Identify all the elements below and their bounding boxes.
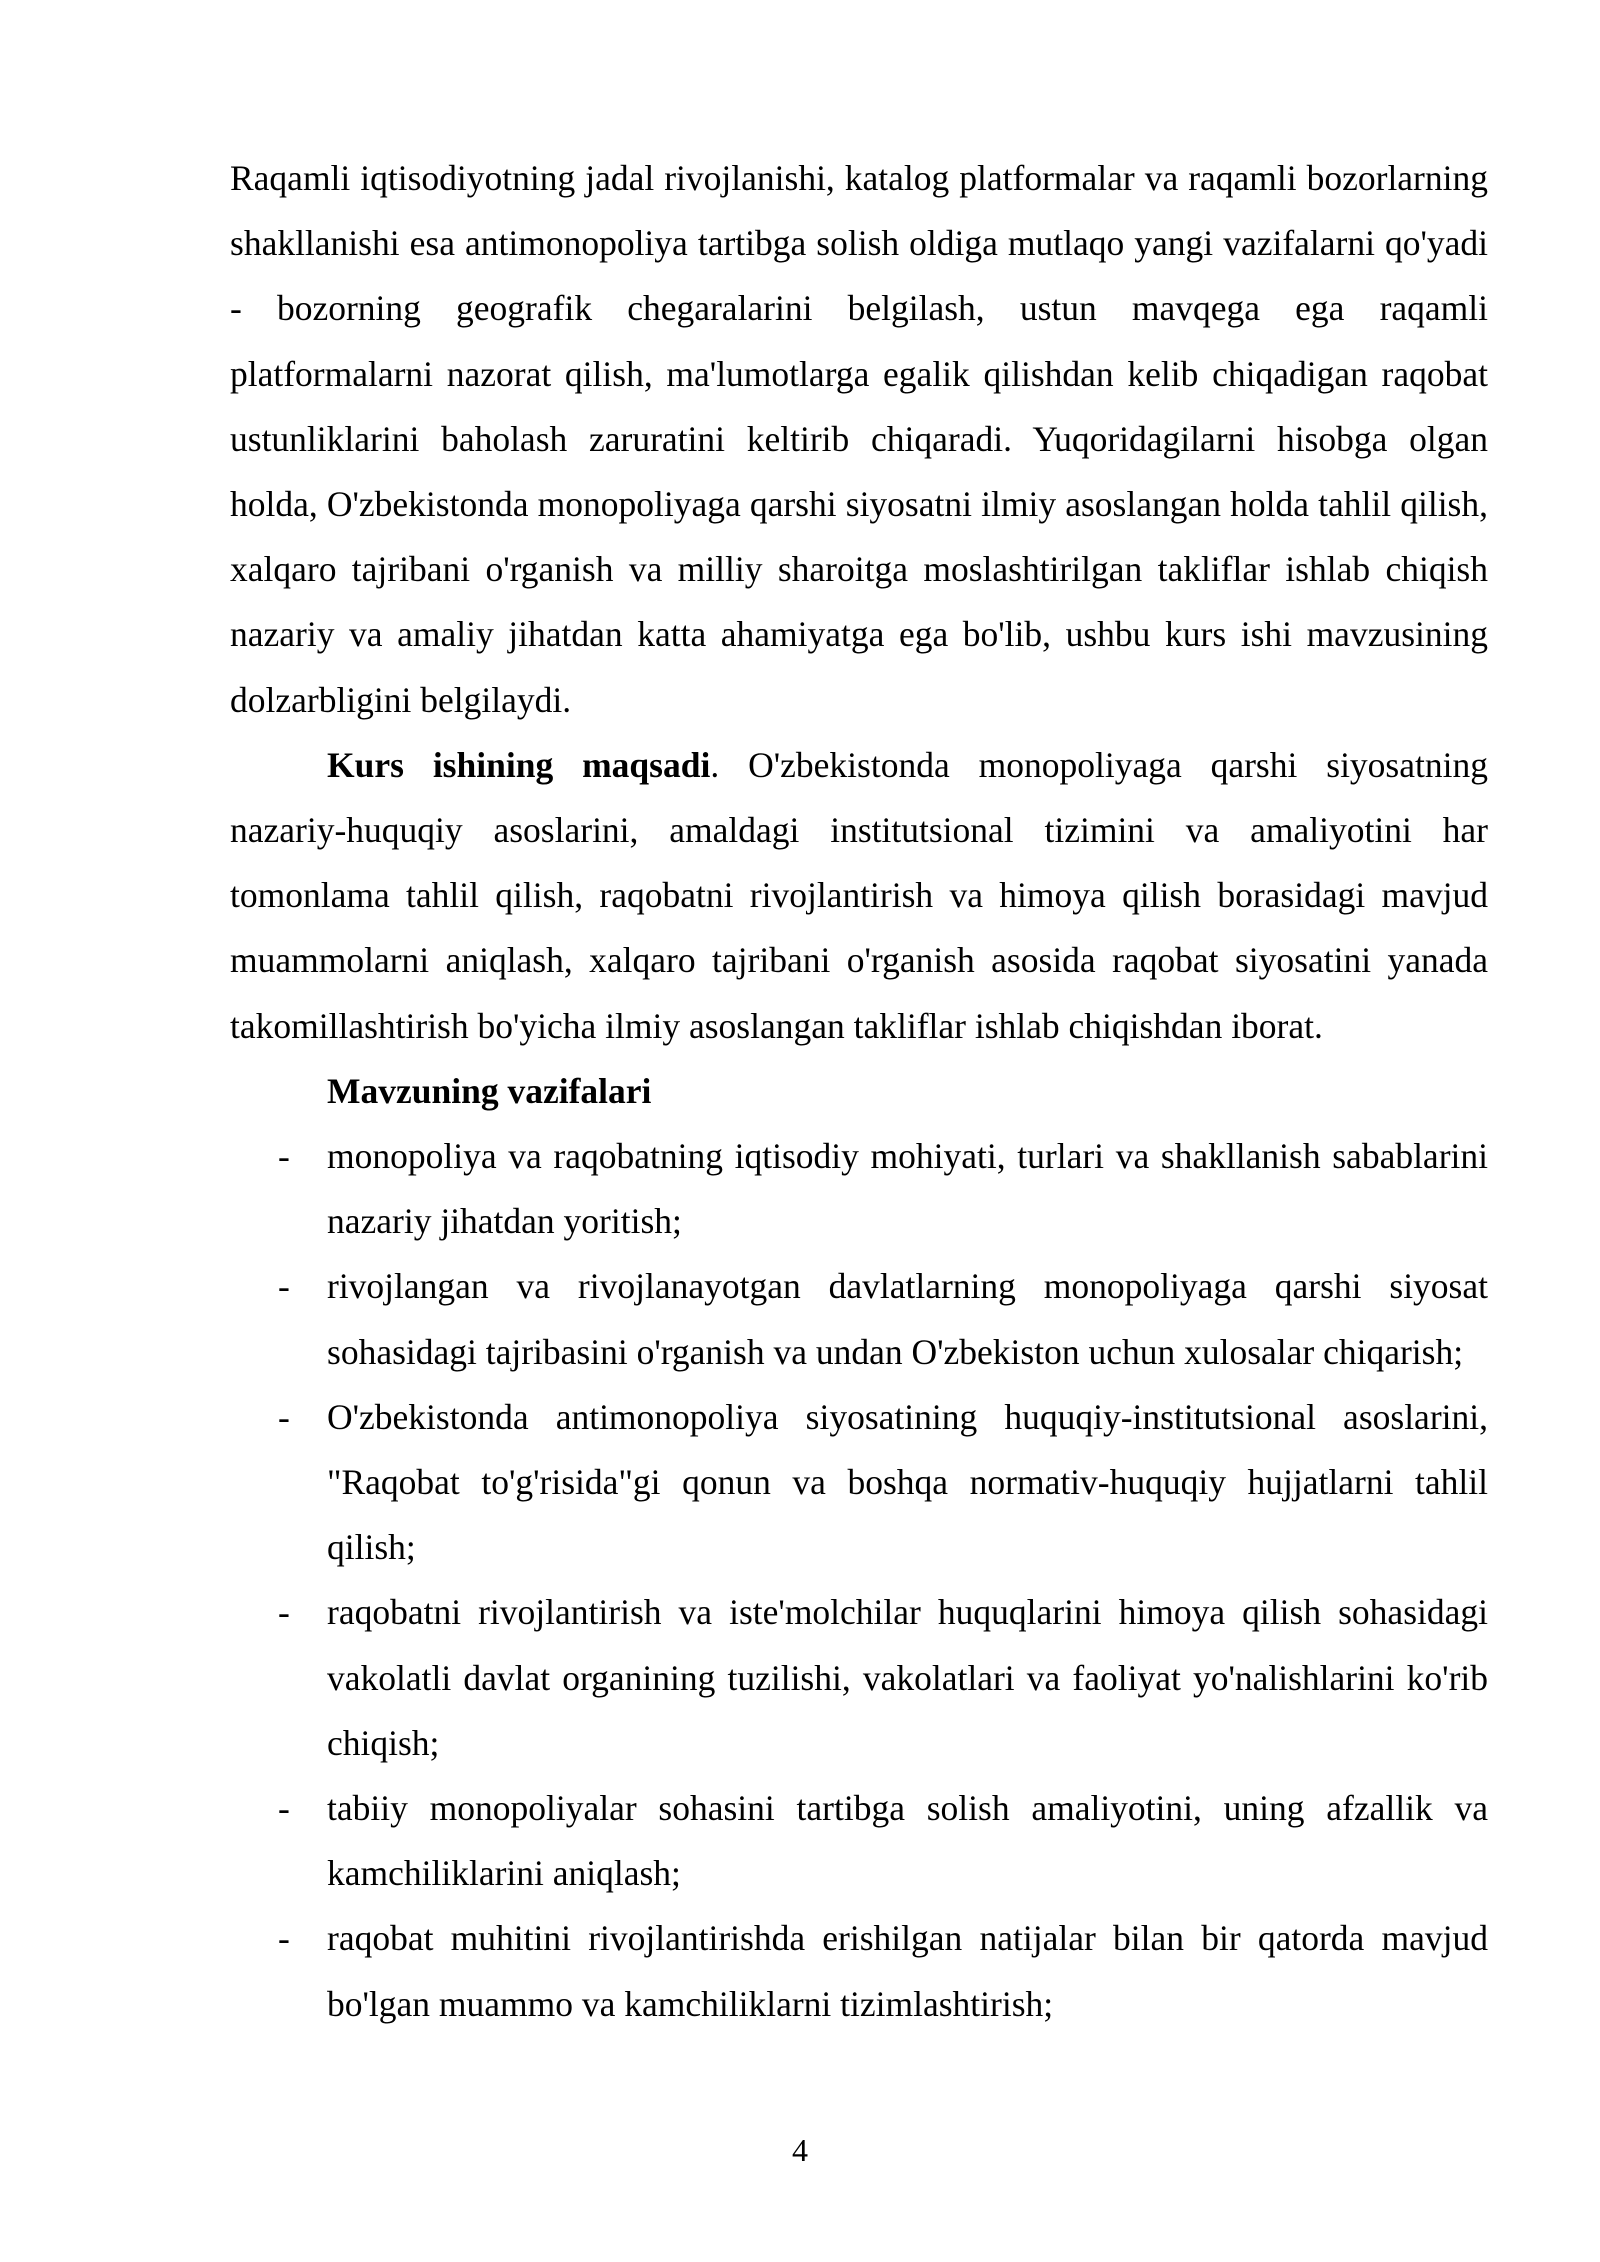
list-item (230, 1124, 1488, 1254)
list-bullet: - (278, 1396, 290, 1437)
list-bullet: - (278, 1136, 290, 1177)
list-item (230, 1385, 1488, 1581)
list-bullet: - (278, 1592, 290, 1633)
goal-label: Kurs ishining maqsadi (327, 744, 711, 785)
list-item (230, 1906, 1488, 2036)
intro-paragraph: Raqamli iqtisodiyotning jadal rivojlanishi, katalog platformalar va raqamli bozorlarning shakllanishi esa antimonopoliya tartibga solish oldiga mutlaqo yangi vazifalarni qo'yadi - bozorning geografik chegaralarini belgilash, ustun mavqega ega raqamli platformalarni nazorat qilish, ma'lumotlarga egalik qilishdan kelib chiqadigan raqobat ustunliklarini baholash zaruratini keltirib chiqaradi. Yuqoridagilarni hisobga olgan holda, O'zbekistonda monopoliyaga qarshi siyosatni ilmiy asoslangan holda tahlil qilish, xalqaro tajribani o'rganish va milliy sharoitga moslashtirilgan takliflar ishlab chiqish nazariy va amaliy jihatdan katta ahamiyatga ega bo'lib, ushbu kurs ishi mavzusining dolzarbligini belgilaydi. (230, 158, 1488, 720)
list-item (230, 1776, 1488, 1906)
tasks-heading: Mavzuning vazifalari (327, 1070, 652, 1111)
list-item (230, 1580, 1488, 1776)
list-item-text: raqobat muhitini rivojlantirishda erishilgan natijalar bilan bir qatorda mavjud bo'lgan muammo va kamchiliklarni tizimlashtirish; (327, 1918, 1488, 2024)
goal-text: . O'zbekistonda monopoliyaga qarshi siyosatning nazariy-huquqiy asoslarini, amaldagi institutsional tizimini va amaliyotini har tomonlama tahlil qilish, raqobatni rivojlantirish va himoya qilish borasidagi mavjud muammolarni aniqlash, xalqaro tajribani o'rganish asosida raqobat siyosatini yanada takomillashtirish bo'yicha ilmiy asoslangan takliflar ishlab chiqishdan iborat. (230, 744, 1488, 1046)
list-bullet: - (278, 1918, 290, 1959)
page-body (230, 146, 1488, 2037)
tasks-list (230, 1124, 1488, 2037)
list-item (230, 1254, 1488, 1384)
page-number: 4 (792, 2132, 808, 2168)
list-item-text: O'zbekistonda antimonopoliya siyosatining huquqiy-institutsional asoslarini, "Raqobat to'g'risida"gi qonun va boshqa normativ-huquqiy hujjatlarni tahlil qilish; (327, 1396, 1488, 1568)
list-bullet: - (278, 1788, 290, 1829)
list-bullet: - (278, 1266, 290, 1307)
list-item-text: monopoliya va raqobatning iqtisodiy mohiyati, turlari va shakllanish sabablarini nazariy jihatdan yoritish; (327, 1136, 1488, 1242)
goal-paragraph (230, 733, 1488, 1059)
list-item-text: tabiiy monopoliyalar sohasini tartibga solish amaliyotini, uning afzallik va kamchiliklarini aniqlash; (327, 1788, 1488, 1894)
list-item-text: raqobatni rivojlantirish va iste'molchilar huquqlarini himoya qilish sohasidagi vakolatli davlat organining tuzilishi, vakolatlari va faoliyat yo'nalishlarini ko'rib chiqish; (327, 1592, 1488, 1763)
list-item-text: rivojlangan va rivojlanayotgan davlatlarning monopoliyaga qarshi siyosat sohasidagi tajribasini o'rganish va undan O'zbekiston uchun xulosalar chiqarish; (327, 1266, 1488, 1372)
